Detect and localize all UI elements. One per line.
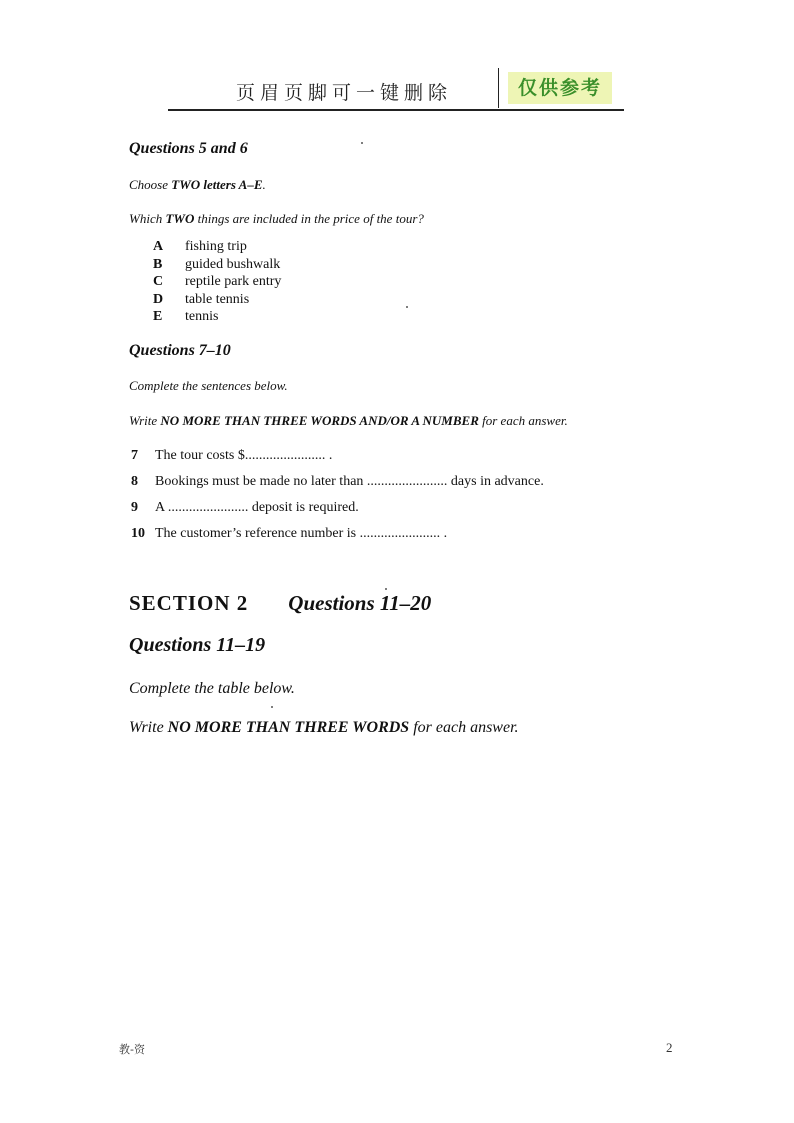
word-limit-suffix: for each answer.: [478, 413, 568, 428]
word-limit-bold: NO MORE THAN THREE WORDS AND/OR A NUMBER: [160, 413, 479, 428]
choose-prefix: Choose: [129, 177, 172, 192]
option-text: tennis: [185, 309, 219, 324]
item-text: The customer’s reference number is ....................... .: [155, 526, 448, 541]
option-item: [153, 256, 281, 274]
option-text: table tennis: [185, 291, 250, 307]
option-letter: C: [153, 274, 164, 289]
questions-7-10-heading: Questions 7–10: [129, 342, 231, 359]
choose-instruction: [129, 177, 266, 193]
scan-speck: [271, 706, 273, 708]
complete-sentences-instruction: Complete the sentences below.: [129, 378, 288, 393]
option-letter: A: [153, 239, 164, 254]
item-number: 7: [131, 448, 138, 463]
item-text: Bookings must be made no later than ....................... days in advance.: [155, 474, 544, 489]
sentence-item: [127, 474, 544, 500]
option-text: fishing trip: [185, 239, 247, 254]
page-header: [168, 68, 624, 112]
sentence-items: [127, 448, 544, 552]
item-text: The tour costs $....................... .: [155, 448, 333, 463]
reference-only-tag: 仅供参考: [508, 72, 612, 104]
item-number: 9: [131, 500, 138, 515]
header-text: 页眉页脚可一键删除: [236, 82, 453, 104]
option-letter: D: [153, 291, 164, 307]
option-item: [153, 238, 281, 256]
section-label: SECTION 2: [129, 591, 249, 615]
which-suffix: things are included in the price of the tour?: [194, 211, 424, 226]
section-questions: Questions 11–20: [288, 591, 432, 615]
sentence-item: [127, 526, 544, 552]
which-prefix: Which: [129, 211, 166, 226]
scan-speck: [361, 142, 363, 144]
options-list: [153, 238, 281, 326]
sentence-item: [127, 500, 544, 526]
item-number: 8: [131, 474, 138, 489]
questions-11-19-heading: Questions 11–19: [129, 634, 266, 656]
complete-table-instruction: Complete the table below.: [129, 680, 295, 697]
header-rule: [168, 109, 624, 111]
item-number: 10: [131, 526, 145, 541]
sentence-item: [127, 448, 544, 474]
choose-bold: TWO letters A–E: [171, 177, 263, 192]
option-item: [153, 273, 281, 291]
footer-label: 教-资: [119, 1043, 145, 1056]
word-limit-instruction: [129, 413, 568, 429]
item-text: A ....................... deposit is required.: [155, 500, 359, 515]
option-item: [153, 308, 281, 326]
option-text: guided bushwalk: [185, 256, 281, 272]
option-letter: E: [153, 309, 163, 324]
which-question: [129, 211, 424, 227]
page-number: 2: [666, 1040, 673, 1055]
section-2-word-limit: [129, 719, 519, 737]
choose-suffix: .: [262, 177, 266, 192]
which-bold: TWO: [165, 211, 195, 226]
questions-5-6-heading: Questions 5 and 6: [129, 140, 248, 157]
option-item: [153, 291, 281, 309]
section-2-word-limit-bold: NO MORE THAN THREE WORDS: [167, 719, 410, 736]
scan-speck: [385, 588, 387, 590]
scan-speck: [406, 306, 408, 308]
section-2-heading: [129, 591, 431, 616]
header-divider: [498, 68, 499, 108]
option-letter: B: [153, 256, 163, 272]
section-2-word-limit-suffix: for each answer.: [409, 719, 519, 736]
section-2-word-limit-prefix: Write: [129, 719, 168, 736]
option-text: reptile park entry: [185, 274, 282, 289]
word-limit-prefix: Write: [129, 413, 161, 428]
